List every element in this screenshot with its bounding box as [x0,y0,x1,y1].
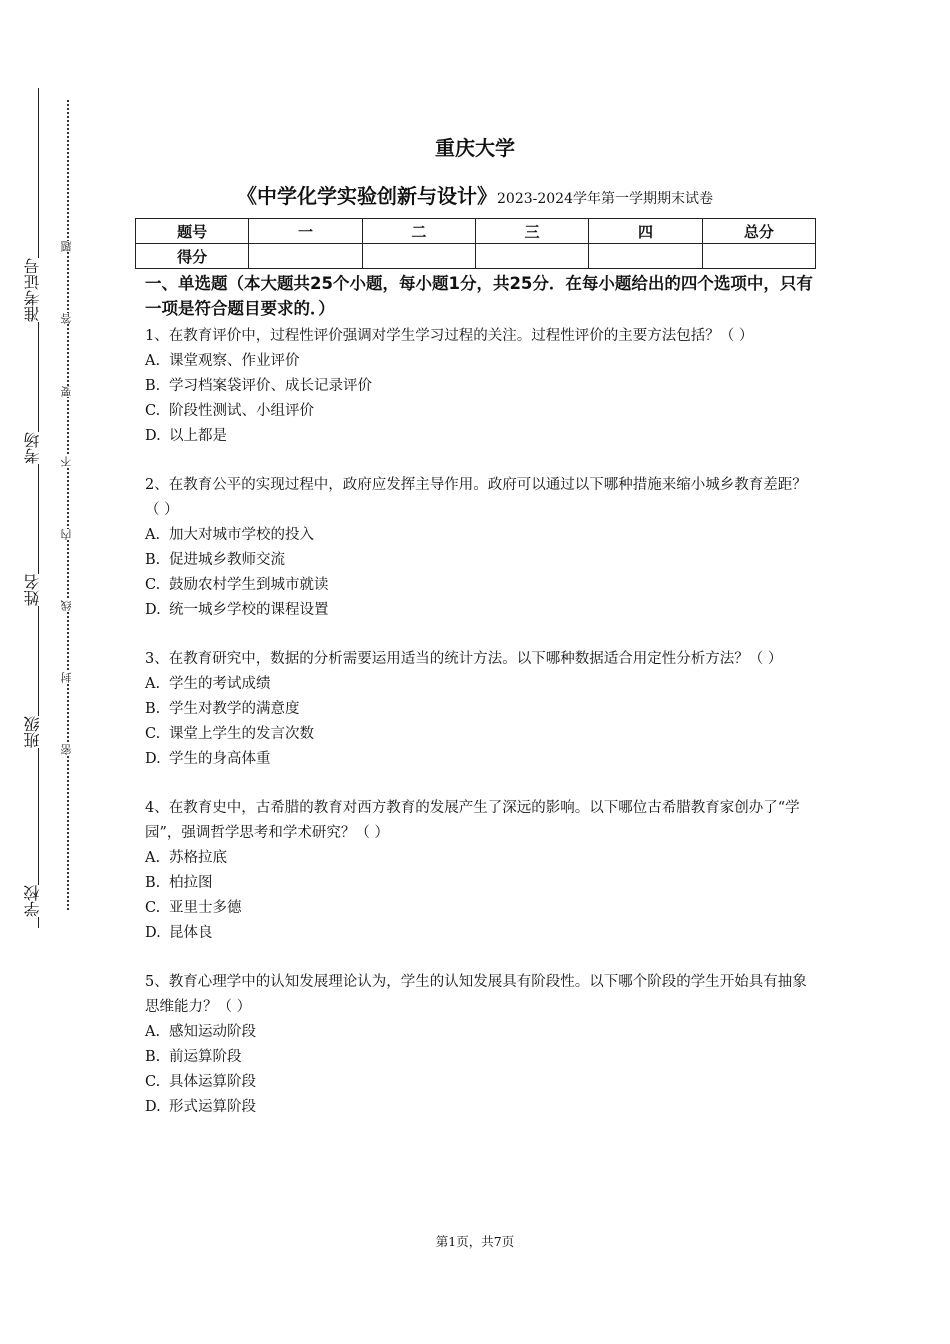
question-stem: 3、在教育研究中，数据的分析需要运用适当的统计方法。以下哪种数据适合用定性分析方法？（ ） [145,651,783,667]
answer-option [145,523,813,548]
option-letter: D. [145,602,161,618]
option-text: 促进城乡教师交流 [169,552,285,568]
answer-option [145,1070,813,1095]
seal-char: 题 [60,241,73,252]
answer-option [145,747,813,772]
option-letter: A. [145,1024,161,1040]
seal-char: 不 [60,456,73,467]
answer-option [145,871,813,896]
option-letter: D. [145,428,161,444]
page-footer: 第1页，共7页 [435,1234,515,1249]
option-letter: B. [145,552,161,568]
question-stem: 1、在教育评价中，过程性评价强调对学生学习过程的关注。过程性评价的主要方法包括？（ ） [145,328,754,344]
option-letter: B. [145,378,161,394]
score-table-header-row [136,219,816,244]
question-item [145,647,813,772]
option-text: 课堂上学生的发言次数 [169,726,314,742]
answer-option [145,1095,813,1120]
option-text: 昆体良 [169,925,213,941]
seal-char: 要 [60,386,73,397]
option-letter: A. [145,850,161,866]
answer-option [145,598,813,623]
option-text: 感知运动阶段 [169,1024,256,1040]
seal-dotted-line [67,100,69,910]
exam-room-label: 考场 [23,432,42,464]
question-stem: 5、教育心理学中的认知发展理论认为，学生的认知发展具有阶段性。以下哪个阶段的学生开始具有抽象思维能力？（ ） [145,974,807,1015]
option-text: 学生对教学的满意度 [169,701,300,717]
name-label: 姓名 [23,574,42,606]
question-stem: 2、在教育公平的实现过程中，政府应发挥主导作用。政府可以通过以下哪种措施来缩小城乡教育差距？（ ） [145,477,807,518]
option-text: 学生的考试成绩 [169,676,271,692]
answer-option [145,846,813,871]
option-text: 统一城乡学校的课程设置 [169,602,329,618]
option-text: 柏拉图 [169,875,213,891]
score-header-cell: 四 [589,219,702,244]
score-cell [589,244,702,269]
answer-option [145,573,813,598]
option-text: 课堂观察、作业评价 [169,353,300,369]
option-text: 前运算阶段 [169,1049,242,1065]
option-text: 加大对城市学校的投入 [169,527,314,543]
option-letter: C. [145,900,161,916]
option-text: 具体运算阶段 [169,1074,256,1090]
score-header-cell: 三 [475,219,588,244]
exam-number-label: 准考证号 [23,258,42,322]
section-heading: 一、单选题（本大题共25个小题，每小题1分，共25分．在每小题给出的四个选项中，只有一项是符合题目要求的．） [145,274,813,318]
seal-char: 密 [60,744,73,755]
score-cell [702,244,815,269]
question-item [145,796,813,946]
option-text: 学生的身高体重 [169,751,271,767]
option-text: 亚里士多德 [169,900,242,916]
score-header-cell: 二 [362,219,475,244]
option-text: 苏格拉底 [169,850,227,866]
university-title: 重庆大学 [435,136,515,160]
seal-char: 线 [60,600,73,611]
seal-char: 内 [60,529,73,540]
score-header-cell: 题号 [136,219,249,244]
score-row-label: 得分 [136,244,249,269]
option-text: 阶段性测试、小组评价 [169,403,314,419]
exam-title [0,180,950,209]
school-label: 学校 [23,885,42,917]
option-letter: D. [145,751,161,767]
option-letter: A. [145,527,161,543]
option-letter: B. [145,701,161,717]
answer-option [145,424,813,449]
option-text: 以上都是 [169,428,227,444]
option-letter: C. [145,577,161,593]
score-header-cell: 总分 [702,219,815,244]
question-stem: 4、在教育史中，古希腊的教育对西方教育的发展产生了深远的影响。以下哪位古希腊教育家创办了“学园”，强调哲学思考和学术研究？（ ） [145,800,800,841]
option-text: 学习档案袋评价、成长记录评价 [169,378,372,394]
answer-option [145,548,813,573]
option-letter: C. [145,726,161,742]
question-item [145,970,813,1120]
score-cell [249,244,362,269]
answer-option [145,1020,813,1045]
score-cell [362,244,475,269]
answer-option [145,722,813,747]
option-letter: D. [145,1099,161,1115]
answer-option [145,1045,813,1070]
option-letter: B. [145,1049,161,1065]
question-item [145,473,813,623]
option-letter: C. [145,403,161,419]
seal-char: 封 [60,672,73,683]
option-letter: A. [145,353,161,369]
course-name: 《中学化学实验创新与设计》 [237,184,497,208]
option-text: 鼓励农村学生到城市就读 [169,577,329,593]
score-cell [475,244,588,269]
answer-option [145,896,813,921]
score-table-score-row [136,244,816,269]
answer-option [145,399,813,424]
answer-option [145,672,813,697]
option-letter: C. [145,1074,161,1090]
seal-char: 答 [60,313,73,324]
option-letter: A. [145,676,161,692]
score-table [135,218,816,269]
option-letter: D. [145,925,161,941]
answer-option [145,349,813,374]
option-letter: B. [145,875,161,891]
answer-option [145,697,813,722]
exam-term: 2023-2024学年第一学期期末试卷 [497,191,713,207]
score-header-cell: 一 [249,219,362,244]
question-item [145,324,813,449]
exam-content [145,271,813,1144]
class-label: 班级 [23,716,42,748]
answer-option [145,374,813,399]
option-text: 形式运算阶段 [169,1099,256,1115]
answer-option [145,921,813,946]
fill-in-line [38,88,39,928]
